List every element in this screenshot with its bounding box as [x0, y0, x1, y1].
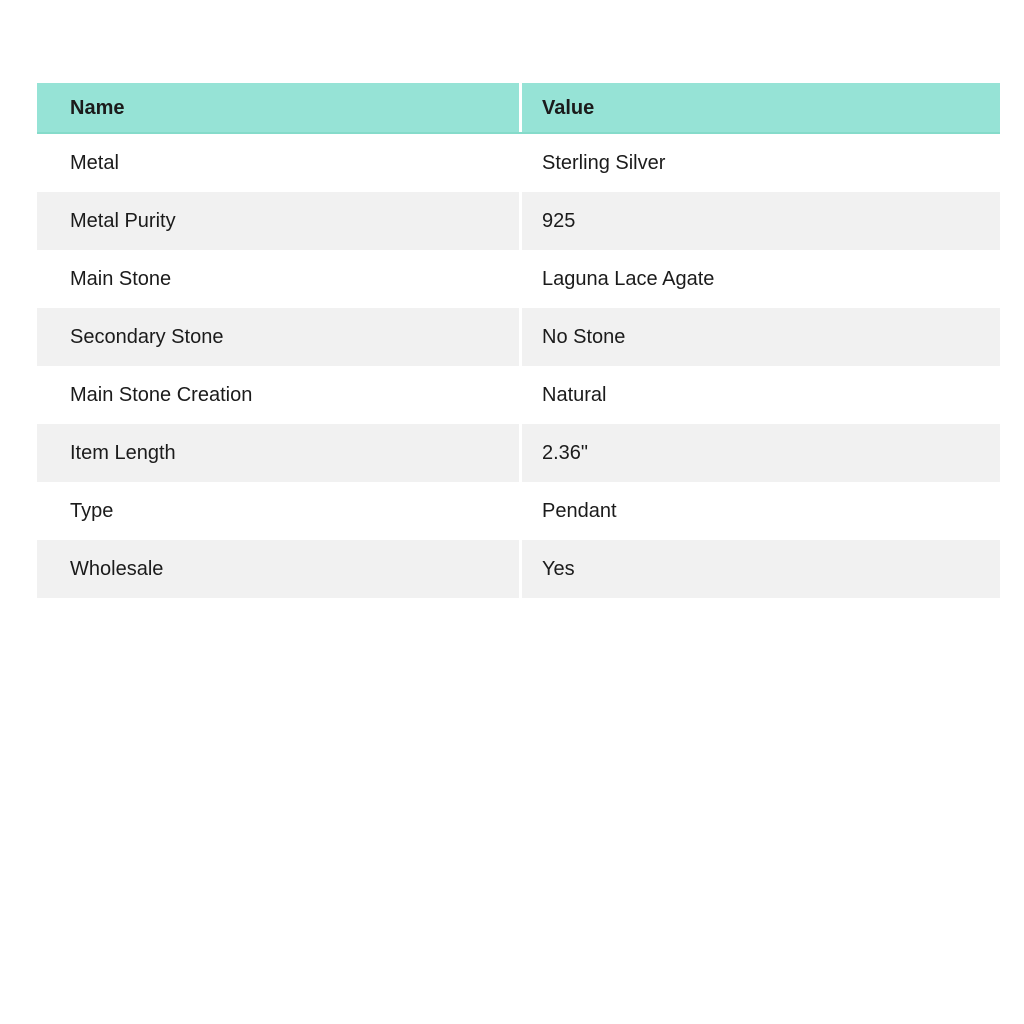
row-value-cell: Yes — [542, 558, 575, 580]
table-row — [37, 424, 1000, 482]
row-value-cell: 2.36" — [542, 442, 589, 464]
table-header-row — [37, 83, 1000, 134]
table-row — [37, 308, 1000, 366]
row-name-cell: Metal Purity — [37, 192, 522, 250]
table-body — [37, 134, 1000, 598]
header-cell-name: Name — [37, 83, 522, 132]
table-row — [37, 250, 1000, 308]
row-name-cell: Item Length — [37, 424, 522, 482]
row-value-cell: Laguna Lace Agate — [542, 268, 715, 290]
table-row — [37, 134, 1000, 192]
header-cell-value: Value — [542, 96, 595, 119]
row-value-cell: Pendant — [542, 500, 617, 522]
row-name-cell: Type — [37, 482, 522, 540]
attributes-table — [37, 83, 1000, 598]
row-name-cell: Main Stone — [37, 250, 522, 308]
table-row — [37, 366, 1000, 424]
row-value-cell: Natural — [542, 384, 607, 406]
table-row — [37, 482, 1000, 540]
row-value-cell: Sterling Silver — [542, 152, 666, 174]
row-value-cell: No Stone — [542, 326, 626, 348]
row-name-cell: Metal — [37, 134, 522, 192]
table-row — [37, 192, 1000, 250]
row-value-cell: 925 — [542, 210, 576, 232]
table-row — [37, 540, 1000, 598]
row-name-cell: Secondary Stone — [37, 308, 522, 366]
row-name-cell: Main Stone Creation — [37, 366, 522, 424]
row-name-cell: Wholesale — [37, 540, 522, 598]
